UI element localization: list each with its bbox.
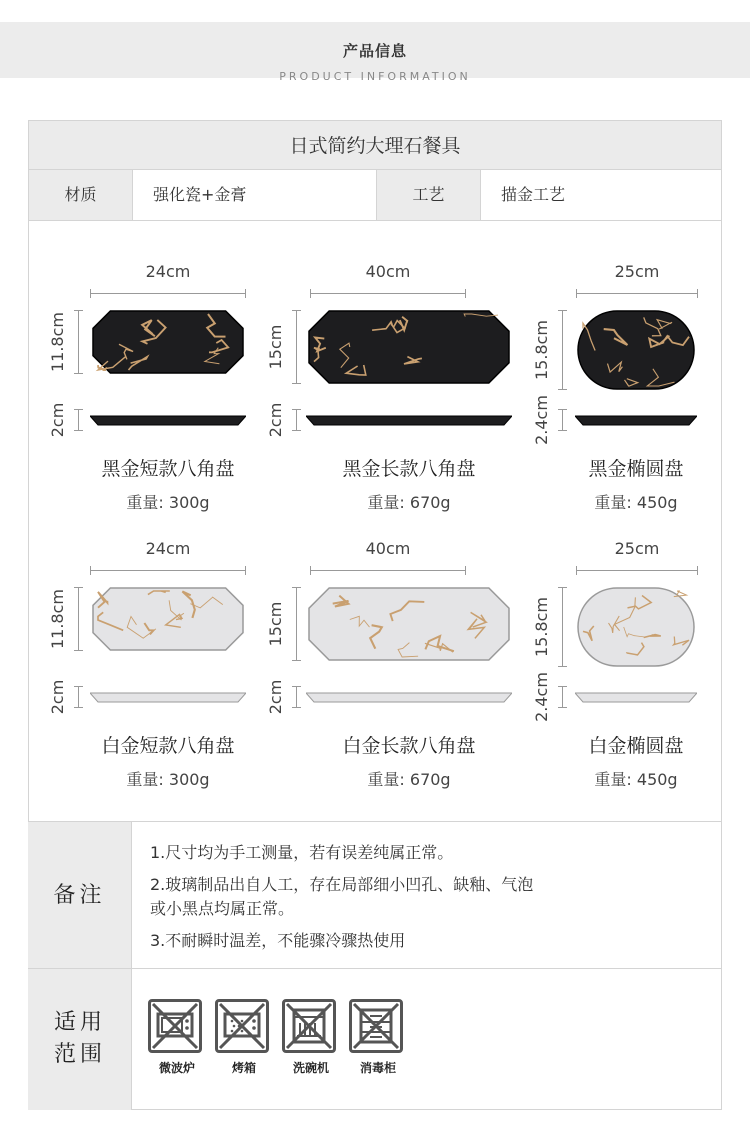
material-row [28,170,722,221]
note-line-4: 3.不耐瞬时温差，不能骤冷骤热使用 [150,931,406,950]
plate-side-image [575,413,697,427]
product-weight: 重量: 300g [126,493,210,512]
product-weight: 重量: 450g [594,493,678,512]
plate-top-image [92,587,244,651]
length-label: 24cm [145,262,191,281]
microwave-icon [148,999,202,1053]
plate-side-image [306,690,512,704]
width-dimension-line [296,587,297,661]
width-label: 15cm [266,601,285,647]
length-dimension-line [576,293,698,294]
height-label: 2cm [266,402,285,438]
length-label: 40cm [365,262,411,281]
height-dimension-line [78,686,79,708]
product-weight: 重量: 450g [594,770,678,789]
craft-value: 描金工艺 [481,170,721,220]
usage-row [28,968,722,1111]
product-weight: 重量: 300g [126,770,210,789]
material-value: 强化瓷+金膏 [133,170,377,220]
plate-top-image [92,310,244,374]
product-weight: 重量: 670g [367,770,451,789]
material-label: 材质 [29,170,133,220]
craft-label: 工艺 [377,170,481,220]
product-name: 白金短款八角盘 [101,735,235,757]
product-name: 黑金椭圆盘 [588,458,684,480]
height-label: 2cm [48,679,67,715]
dishwasher-icon [282,999,336,1053]
width-dimension-line [296,310,297,384]
length-label: 40cm [365,539,411,558]
height-dimension-line [562,409,563,431]
plate-top-image [577,310,695,390]
plate-top-image [577,587,695,667]
height-dimension-line [296,686,297,708]
height-label: 2.4cm [532,672,551,722]
width-dimension-line [562,587,563,667]
height-dimension-line [562,686,563,708]
usage-label-line-2: 范围 [53,1042,106,1067]
width-label: 11.8cm [48,312,67,373]
width-dimension-line [562,310,563,390]
usage-item-label: 消毒柜 [359,1061,396,1075]
usage-item-oven [215,999,273,1076]
usage-item-sterilizer [349,999,407,1076]
product-title: 日式简约大理石餐具 [28,120,722,170]
sterilizer-icon [349,999,403,1053]
plate-top-image [308,587,510,661]
length-label: 25cm [614,262,660,281]
oven-icon [215,999,269,1053]
height-label: 2cm [48,402,67,438]
length-dimension-line [90,293,246,294]
note-line-1: 1.尺寸均为手工测量，若有误差纯属正常。 [150,843,454,862]
product-name: 白金椭圆盘 [588,735,684,757]
height-label: 2cm [266,679,285,715]
plate-side-image [575,690,697,704]
usage-item-microwave [148,999,206,1076]
product-name: 黑金短款八角盘 [101,458,235,480]
width-dimension-line [78,587,79,651]
note-line-2: 2.玻璃制品出自人工，存在局部细小凹孔、缺釉、气泡 [150,875,534,894]
width-label: 11.8cm [48,589,67,650]
note-line-3: 或小黑点均属正常。 [150,899,295,918]
page-subtitle: PRODUCT INFORMATION [279,70,471,83]
width-label: 15.8cm [532,597,551,658]
usage-label [28,969,132,1110]
length-label: 25cm [614,539,660,558]
length-dimension-line [90,570,246,571]
usage-item-dishwasher [282,999,340,1076]
length-dimension-line [310,570,466,571]
plate-side-image [90,690,246,704]
width-label: 15cm [266,324,285,370]
product-name: 白金长款八角盘 [342,735,476,757]
height-label: 2.4cm [532,395,551,445]
notes-label: 备注 [28,822,132,969]
product-weight: 重量: 670g [367,493,451,512]
product-name: 黑金长款八角盘 [342,458,476,480]
page-title: 产品信息 [342,42,407,60]
width-label: 15.8cm [532,320,551,381]
notes-row [28,821,722,969]
usage-item-label: 洗碗机 [292,1061,329,1075]
usage-item-label: 微波炉 [158,1061,195,1075]
height-dimension-line [78,409,79,431]
plate-top-image [308,310,510,384]
length-label: 24cm [145,539,191,558]
usage-label-line-1: 适用 [53,1010,106,1035]
plate-side-image [90,413,246,427]
width-dimension-line [78,310,79,374]
usage-item-label: 烤箱 [231,1061,256,1075]
length-dimension-line [310,293,466,294]
plate-side-image [306,413,512,427]
length-dimension-line [576,570,698,571]
height-dimension-line [296,409,297,431]
